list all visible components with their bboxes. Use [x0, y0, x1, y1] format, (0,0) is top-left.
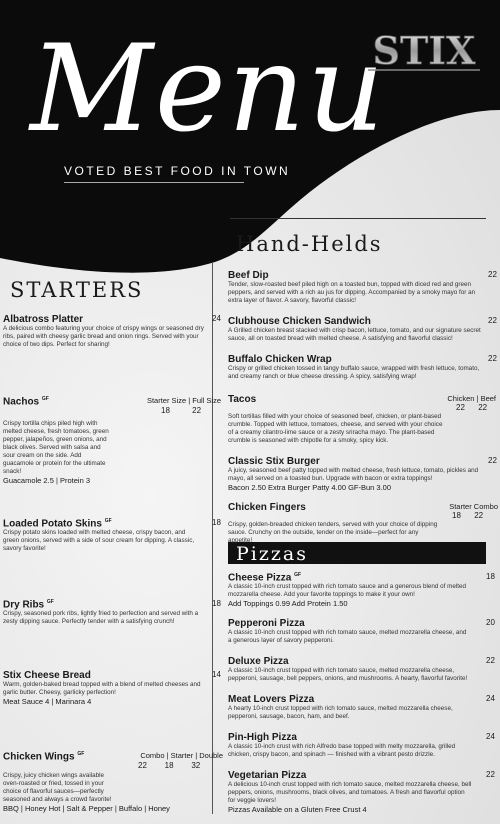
item-description: Crispy tortilla chips piled high with melted cheese, fresh tomatoes, green pepper, jalapeños, green onions, and black olives. Served with salsa and sour cream on the side. Add guacamole or protein for the ultimate snack!: [3, 420, 109, 476]
item-name: Dry Ribs: [3, 599, 45, 611]
item-extras: BBQ | Honey Hot | Salt & Pepper | Buffalo | Honey: [3, 804, 170, 814]
item-price: 24: [486, 694, 495, 703]
gf-badge: GF: [41, 396, 49, 402]
item-price: 18: [486, 572, 495, 581]
item-name: Nachos: [3, 396, 40, 408]
menu-item: [228, 270, 498, 305]
menu-item: [228, 502, 498, 545]
item-description: Tender, slow-roasted beef piled high on a toasted bun, topped with diced red and green peppers, and served with a rich au jus for dipping. Accompanied by a smoky mayo for an extra layer of flavor. A savory, flavorful classic!: [228, 281, 476, 304]
item-price: 22: [488, 354, 497, 363]
item-description: Crispy, seasoned pork ribs, lightly fried to perfection and served with a zesty dipping sauce. Perfectly tender with a satisfying crunch!: [3, 610, 199, 626]
gf-badge: GF: [104, 518, 112, 524]
size-header: Starter Size | Full Size: [146, 396, 221, 405]
item-price: 14: [212, 670, 221, 679]
item-price: 22: [486, 656, 495, 665]
menu-item: [3, 751, 221, 813]
item-name: Tacos: [228, 394, 257, 405]
gf-badge: GF: [77, 751, 85, 757]
item-name: Classic Stix Burger: [228, 456, 320, 467]
item-price: 24: [212, 314, 221, 323]
menu-item: [228, 732, 498, 759]
menu-item: [3, 518, 221, 553]
menu-item: [228, 456, 498, 492]
menu-item: [228, 770, 498, 814]
item-price: 24: [486, 732, 495, 741]
item-description: A juicy, seasoned beef patty topped with melted cheese, fresh lettuce, tomato, pickles and mayo, all served on a toasted bun. Upgrade with bacon or extra toppings!: [228, 467, 479, 482]
item-name: Chicken Fingers: [228, 502, 306, 513]
item-prices: 22 18 32: [138, 761, 201, 770]
item-extras: Pizzas Available on a Gluten Free Crust 4: [228, 805, 367, 814]
item-description: Warm, golden-baked bread topped with a blend of melted cheeses and garlic butter. Cheesy, garlicky perfection!: [3, 681, 201, 696]
menu-item: [228, 354, 498, 381]
item-description: Crispy, golden-breaded chicken tenders, served with your choice of dipping sauce. Crunchy on the outside, tender on the inside—perfect for any appetite!: [228, 521, 438, 544]
item-name: Clubhouse Chicken Sandwich: [228, 316, 371, 327]
item-description: A Grilled chicken breast stacked with crisp bacon, lettuce, tomato, and our signature secret sauce, all on toasted bread with melted cheese. A satisfying and flavorful classic!: [228, 327, 481, 342]
item-name: Pepperoni Pizza: [228, 618, 305, 629]
item-name: Stix Cheese Bread: [3, 670, 91, 681]
menu-item: [228, 694, 498, 721]
menu-item: [228, 316, 498, 343]
section-title-starters: STARTERS: [10, 278, 144, 302]
menu-item: [228, 618, 498, 645]
item-extras: Guacamole 2.5 | Protein 3: [3, 476, 90, 486]
menu-item: [3, 396, 221, 485]
stix-logo: [360, 26, 488, 74]
menu-item: [228, 572, 498, 608]
item-description: A classic 10-inch crust topped with rich tomato sauce and a generous blend of melted mozzarella cheese. Add your favorite toppings to make it your own!: [228, 583, 467, 599]
item-description: Crispy, juicy chicken wings available oven-roasted or fried, tossed in your choice of flavorful sauces—perfectly seasoned and always a crowd favorite!: [3, 772, 112, 804]
tagline: VOTED BEST FOOD IN TOWN: [64, 164, 291, 178]
item-description: A classic 10-inch crust topped with rich tomato sauce, melted mozzarella cheese, pepperoni, sausage, bell peppers, onions, and mushrooms. A hearty, flavorful favorite!: [228, 667, 468, 682]
size-header: Starter Combo: [449, 502, 498, 511]
menu-item: [228, 656, 498, 683]
item-prices: 18 22: [161, 406, 202, 415]
item-prices: 22 22: [456, 403, 488, 412]
item-name: Deluxe Pizza: [228, 656, 289, 667]
item-price: 18: [212, 599, 221, 608]
item-description: A hearty 10-inch crust topped with rich tomato sauce, melted mozzarella cheese, pepperoni, sausage, bacon, ham, and beef.: [228, 705, 453, 720]
item-price: 20: [486, 618, 495, 627]
item-price: 22: [488, 270, 497, 279]
item-extras: Add Toppings 0.99 Add Protein 1.50: [228, 599, 348, 609]
item-name: Pin-High Pizza: [228, 732, 297, 743]
section-title-handhelds: Hand-Helds: [236, 232, 383, 256]
item-description: Soft tortillas filled with your choice of seasoned beef, chicken, or plant-based crumble. Topped with lettuce, tomatoes, cheese, and served with your choice of a creamy cilantro-lime sauce or a zesty sriracha mayo. The plant-based crumble is seasoned with chipotle for a smoky, spicy kick.: [228, 413, 443, 444]
item-name: Cheese Pizza: [228, 572, 292, 584]
item-description: A delicious 10-inch crust topped with rich tomato sauce, melted mozzarella cheese, bell peppers, onions, mushrooms, black olives, and tomatoes. A fresh and flavorful option for veggie lovers!: [228, 781, 472, 804]
item-price: 18: [212, 518, 221, 527]
item-description: A delicious combo featuring your choice of crispy wings or seasoned dry ribs, paired with cheesy garlic bread and onion rings. Served with your choice of two dips. Perfect for sharing!: [3, 325, 204, 348]
menu-item: [3, 599, 221, 626]
menu-item: [228, 394, 498, 445]
item-name: Beef Dip: [228, 270, 269, 281]
item-extras: Meat Sauce 4 | Marinara 4: [3, 697, 92, 706]
item-prices: 18 22: [452, 511, 484, 520]
menu-title: Menu: [30, 20, 387, 159]
item-price: 22: [488, 456, 497, 465]
menu-item: [3, 314, 221, 349]
size-header: Combo | Starter | Double: [140, 751, 223, 760]
tagline-divider: [64, 182, 244, 183]
item-name: Chicken Wings: [3, 751, 75, 763]
item-name: Buffalo Chicken Wrap: [228, 354, 332, 365]
item-description: Crispy potato skins loaded with melted cheese, crispy bacon, and green onions, served with a side of sour cream for dipping. A classic, savory favorite!: [3, 529, 195, 553]
handhelds-divider: [230, 218, 486, 219]
item-price: 22: [488, 316, 497, 325]
item-price: 22: [486, 770, 495, 779]
menu-item: [3, 670, 221, 706]
item-name: Vegetarian Pizza: [228, 770, 307, 781]
size-header: Chicken | Beef: [447, 394, 496, 403]
item-name: Albatross Platter: [3, 314, 84, 325]
item-name: Loaded Potato Skins: [3, 518, 102, 530]
gf-badge: GF: [46, 599, 54, 605]
item-description: A classic 10-inch crust topped with rich tomato sauce, melted mozzarella cheese, and a generous layer of savory pepperoni.: [228, 629, 467, 644]
item-description: Crispy or grilled chicken tossed in tangy buffalo sauce, wrapped with fresh lettuce, tomato, and creamy ranch or blue cheese dressing. A spicy, satisfying wrap!: [228, 365, 480, 380]
section-title-pizzas: Pizzas: [236, 543, 308, 565]
item-description: A classic 10-inch crust with rich Alfredo base topped with melty mozzarella, grilled chicken, crispy bacon, and spinach — finished with a vibrant pesto drizzle.: [228, 743, 456, 758]
item-name: Meat Lovers Pizza: [228, 694, 315, 705]
gf-badge: GF: [294, 572, 302, 578]
item-extras: Bacon 2.50 Extra Burger Patty 4.00 GF-Bun 3.00: [228, 483, 392, 492]
svg-text:STIX: STIX: [372, 28, 476, 73]
